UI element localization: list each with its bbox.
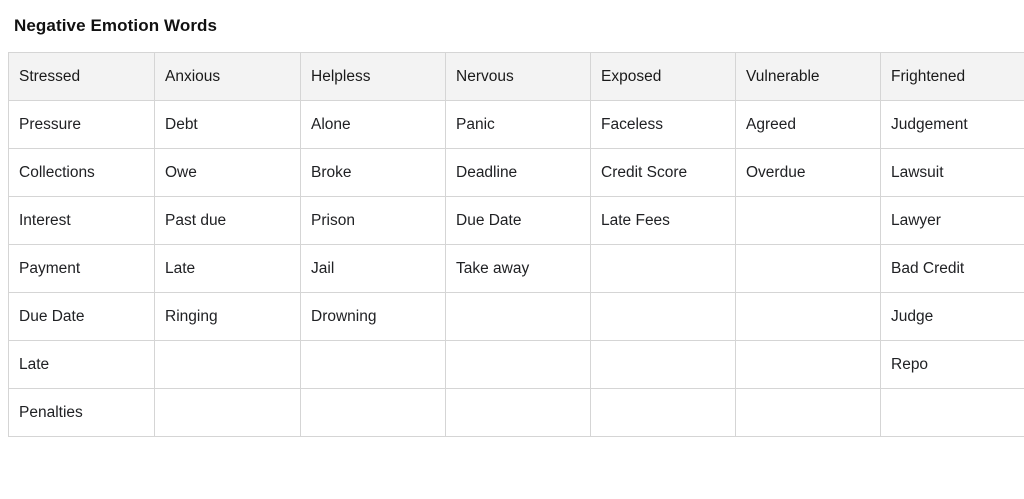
table-cell: Owe xyxy=(155,149,301,197)
table-cell xyxy=(155,389,301,437)
table-cell xyxy=(881,389,1024,437)
table-cell xyxy=(301,341,446,389)
table-cell: Judgement xyxy=(881,101,1024,149)
table-cell xyxy=(446,389,591,437)
table-cell xyxy=(446,341,591,389)
negative-emotion-words-table xyxy=(8,52,1024,437)
table-cell: Judge xyxy=(881,293,1024,341)
table-cell: Debt xyxy=(155,101,301,149)
table-cell xyxy=(446,293,591,341)
column-header-frightened: Frightened xyxy=(881,53,1024,101)
table-cell: Drowning xyxy=(301,293,446,341)
table-cell xyxy=(301,389,446,437)
table-cell: Deadline xyxy=(446,149,591,197)
column-header-exposed: Exposed xyxy=(591,53,736,101)
document-page xyxy=(0,16,1024,499)
page-title: Negative Emotion Words xyxy=(14,16,1024,36)
table-cell: Jail xyxy=(301,245,446,293)
table-cell: Panic xyxy=(446,101,591,149)
table-cell: Late xyxy=(155,245,301,293)
table-cell xyxy=(591,341,736,389)
table-row xyxy=(9,245,1024,293)
table-cell: Broke xyxy=(301,149,446,197)
table-header xyxy=(9,53,1024,101)
table-cell: Lawsuit xyxy=(881,149,1024,197)
table-cell xyxy=(736,389,881,437)
table-cell xyxy=(736,245,881,293)
table-cell: Ringing xyxy=(155,293,301,341)
table-cell xyxy=(736,293,881,341)
table-cell: Past due xyxy=(155,197,301,245)
table-row xyxy=(9,341,1024,389)
table-cell: Prison xyxy=(301,197,446,245)
table-cell: Pressure xyxy=(9,101,155,149)
table-cell: Penalties xyxy=(9,389,155,437)
column-header-vulnerable: Vulnerable xyxy=(736,53,881,101)
column-header-stressed: Stressed xyxy=(9,53,155,101)
table-cell: Collections xyxy=(9,149,155,197)
table-cell: Repo xyxy=(881,341,1024,389)
column-header-helpless: Helpless xyxy=(301,53,446,101)
table-row xyxy=(9,197,1024,245)
table-body xyxy=(9,101,1024,437)
table-cell xyxy=(591,245,736,293)
table-container xyxy=(8,52,1016,437)
table-cell: Alone xyxy=(301,101,446,149)
table-cell: Overdue xyxy=(736,149,881,197)
table-header-row xyxy=(9,53,1024,101)
table-cell: Credit Score xyxy=(591,149,736,197)
table-cell xyxy=(155,341,301,389)
table-cell: Late Fees xyxy=(591,197,736,245)
table-cell: Bad Credit xyxy=(881,245,1024,293)
table-cell xyxy=(591,293,736,341)
table-cell: Late xyxy=(9,341,155,389)
table-cell: Due Date xyxy=(446,197,591,245)
table-cell xyxy=(736,197,881,245)
table-cell: Interest xyxy=(9,197,155,245)
table-cell: Due Date xyxy=(9,293,155,341)
table-cell: Agreed xyxy=(736,101,881,149)
column-header-nervous: Nervous xyxy=(446,53,591,101)
table-row xyxy=(9,101,1024,149)
table-cell: Take away xyxy=(446,245,591,293)
table-cell: Lawyer xyxy=(881,197,1024,245)
table-cell: Faceless xyxy=(591,101,736,149)
table-cell: Payment xyxy=(9,245,155,293)
table-row xyxy=(9,389,1024,437)
table-row xyxy=(9,149,1024,197)
table-cell xyxy=(591,389,736,437)
table-cell xyxy=(736,341,881,389)
column-header-anxious: Anxious xyxy=(155,53,301,101)
table-row xyxy=(9,293,1024,341)
